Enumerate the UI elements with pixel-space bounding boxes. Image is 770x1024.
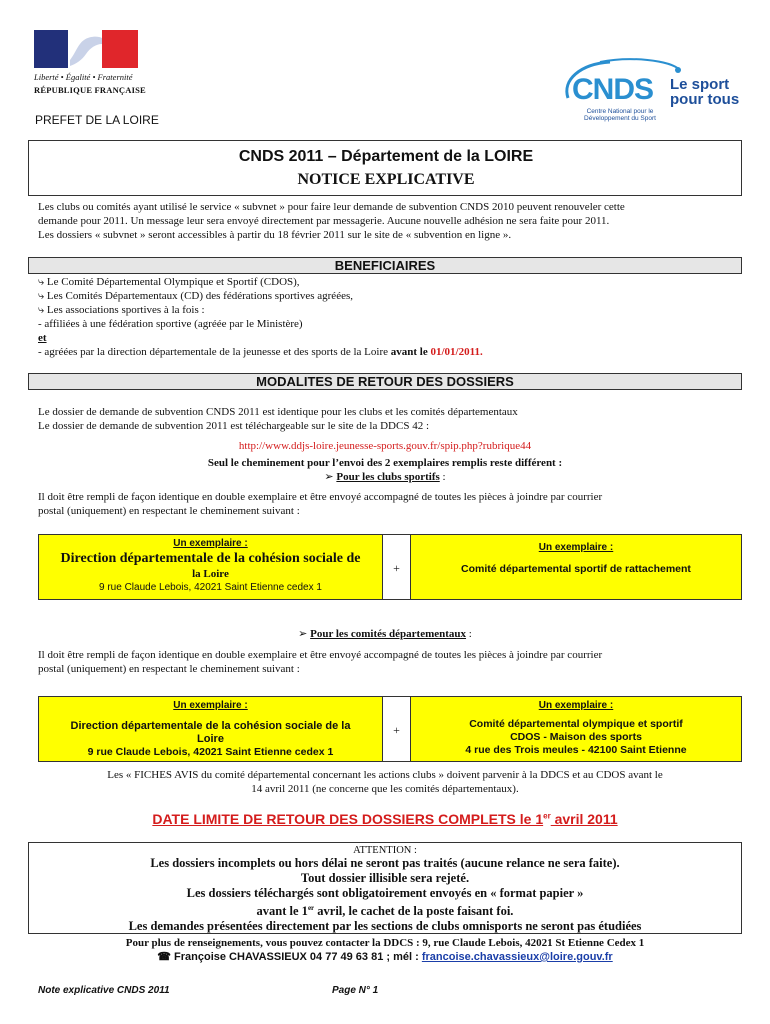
flag-blue — [34, 30, 68, 68]
motto: Liberté • Égalité • Fraternité — [34, 72, 133, 82]
page-number: Page N° 1 — [332, 985, 379, 996]
list-item: ⤷ Les associations sportives à la fois : — [38, 304, 205, 316]
cnds-tagline-2: pour tous — [670, 91, 740, 108]
cheminement-note: Seul le cheminement pour l’envoi des 2 exemplaires remplis reste différent : — [207, 457, 563, 469]
cdos-title: Comité départemental olympique et sportif — [469, 718, 683, 730]
clubs-heading: ➢ Pour les clubs sportifs : — [324, 471, 446, 483]
intro-line: Les clubs ou comités ayant utilisé le service « subvnet » pour faire leur demande de subvention CNDS 2010 peuvent renouveler cette — [38, 201, 625, 213]
chevron-right-icon: ➢ — [324, 471, 337, 483]
contact-line: Pour plus de renseignements, vous pouvez contacter la DDCS : 9, rue Claude Lebois, 42021 St Etienne Cedex 1 — [125, 937, 645, 949]
arrow-icon: ⤷ — [38, 290, 47, 302]
clubs-instructions: Il doit être rempli de façon identique en double exemplaire et être envoyé accompagné de toutes les pièces à joindre par courrier postal (uniquement) en respectant le cheminement suivant : — [38, 491, 603, 517]
beneficiaires-heading: BENEFICIAIRES — [28, 257, 742, 274]
fiches-note: Les « FICHES AVIS du comité départemental concernant les actions clubs » doivent parvenir à la DDCS et au CDOS avant le 14 avril 2011 (ne concerne que les comités départementaux). — [107, 769, 663, 795]
ddcs-title-2: la Loire — [192, 568, 229, 580]
modalites-heading: MODALITES DE RETOUR DES DOSSIERS — [28, 373, 742, 390]
cnds-wordmark: CNDS — [572, 73, 654, 106]
chevron-right-icon: ➢ — [298, 628, 311, 640]
ddcs-title-2: Loire — [197, 733, 224, 745]
page-subtitle: NOTICE EXPLICATIVE — [297, 171, 475, 188]
comites-instructions: Il doit être rempli de façon identique en double exemplaire et être envoyé accompagné de toutes les pièces à joindre par courrier postal (uniquement) en respectant le cheminement suivant : — [38, 649, 603, 675]
attention-line: Les dossiers incomplets ou hors délai ne seront pas traités (aucune relance ne sera faite). — [150, 856, 620, 870]
clubs-ddcs-box — [38, 534, 383, 600]
sub-item: - affiliées à une fédération sportive (agréée par le Ministère) — [38, 318, 303, 330]
attention-title: ATTENTION : — [353, 845, 417, 856]
footer-note: Note explicative CNDS 2011 — [38, 985, 170, 996]
ddcs-address: 9 rue Claude Lebois, 42021 Saint Etienne cedex 1 — [87, 746, 334, 758]
sub-item: - agréées par la direction départementale de la jeunesse et des sports de la Loire avant le 01/01/2011. — [38, 346, 483, 358]
attention-line: Les demandes présentées directement par les sections de clubs omnisports ne seront pas étudiées — [128, 919, 642, 934]
date-limite: DATE LIMITE DE RETOUR DES DOSSIERS COMPLETS le 1er avril 2011 — [152, 811, 618, 827]
attention-box — [28, 842, 742, 934]
plus-sign: + — [383, 696, 410, 762]
ddcs-url-link[interactable]: http://www.ddjs-loire.jeunesse-sports.gouv.fr/spip.php?rubrique44 — [238, 440, 532, 452]
exemplaire-label: Un exemplaire : — [173, 700, 248, 711]
email-link[interactable]: francoise.chavassieux@loire.gouv.fr — [421, 951, 613, 963]
et-label: et — [38, 332, 47, 344]
contact-phone: ☎ Françoise CHAVASSIEUX 04 77 49 63 81 ; mél : francoise.chavassieux@loire.gouv.fr — [157, 951, 613, 963]
flag-red — [102, 30, 138, 68]
comites-ddcs-box — [38, 696, 383, 762]
cdos-subtitle: CDOS - Maison des sports — [510, 731, 642, 743]
cnds-logo — [560, 58, 750, 126]
ddcs-title: Direction départementale de la cohésion sociale de — [60, 551, 361, 566]
attention-line: Les dossiers téléchargés sont obligatoirement envoyés en « format papier » — [186, 886, 584, 900]
exemplaire-label: Un exemplaire : — [538, 542, 614, 553]
list-item: ⤷ Le Comité Départemental Olympique et Sportif (CDOS), — [38, 276, 300, 288]
intro-paragraph — [38, 200, 738, 242]
beneficiaires-list — [38, 275, 738, 359]
comites-heading: ➢ Pour les comités départementaux : — [298, 628, 472, 640]
intro-line: demande pour 2011. Un message leur sera envoyé directement par messagerie. Aucune nouvelle adhésion ne sera faite pour 2011. — [38, 215, 610, 227]
deadline-date: 01/01/2011. — [430, 346, 483, 358]
page-title: CNDS 2011 – Département de la LOIRE — [238, 148, 534, 165]
plus-sign: + — [383, 534, 410, 600]
republique-francaise-logo — [30, 30, 145, 100]
exemplaire-label: Un exemplaire : — [538, 700, 614, 711]
phone-icon: ☎ — [157, 951, 175, 963]
ddcs-title: Direction départementale de la cohésion sociale de la — [70, 720, 351, 732]
ddcs-address: 9 rue Claude Lebois, 42021 Saint Etienne cedex 1 — [99, 582, 322, 593]
arrow-icon: ⤷ — [38, 276, 47, 288]
cnds-subtitle: Centre National pour le Développement du Sport — [584, 108, 656, 122]
cnds-tagline-1: Le sport — [670, 76, 730, 93]
prefet-label: PREFET DE LA LOIRE — [35, 113, 159, 127]
flag-white — [68, 30, 102, 68]
arrow-icon: ⤷ — [38, 304, 47, 316]
list-item: ⤷ Les Comités Départementaux (CD) des fédérations sportives agréées, — [38, 290, 353, 302]
republic-label: RÉPUBLIQUE FRANÇAISE — [34, 85, 146, 95]
exemplaire-label: Un exemplaire : — [173, 538, 248, 549]
attention-line: Tout dossier illisible sera rejeté. — [300, 871, 470, 885]
attention-line: avant le 1er avril, le cachet de la poste faisant foi. — [256, 904, 514, 919]
cd-title: Comité départemental sportif de rattachement — [461, 563, 691, 575]
intro-line: Les dossiers « subvnet » seront accessibles à partir du 18 février 2011 sur le site de « subvention en ligne ». — [38, 229, 512, 241]
clubs-cd-box — [410, 534, 742, 600]
marianne-profile-icon — [68, 30, 102, 68]
comites-cdos-box — [410, 696, 742, 762]
modalites-intro: Le dossier de demande de subvention CNDS 2011 est identique pour les clubs et les comités départementaux Le dossier de demande de subvention 2011 est téléchargeable sur le site de la DDCS 42 : — [38, 406, 518, 432]
title-box — [28, 140, 742, 196]
cdos-address: 4 rue des Trois meules - 42100 Saint Etienne — [465, 744, 687, 756]
